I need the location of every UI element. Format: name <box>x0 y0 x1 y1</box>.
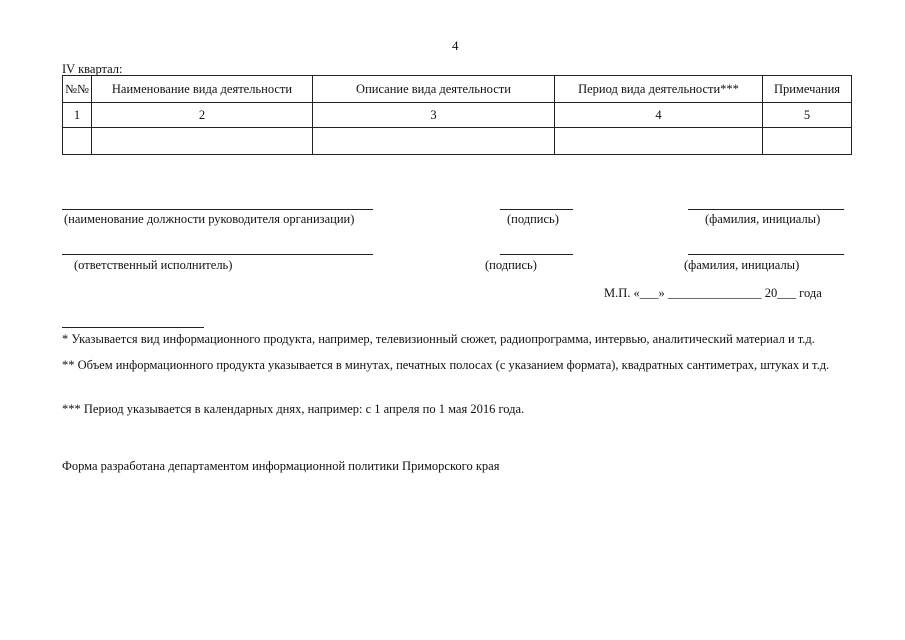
header-number: №№ <box>63 76 92 103</box>
executor-signature-line <box>62 254 373 255</box>
footnote-separator <box>62 327 204 328</box>
table-cell <box>763 128 852 155</box>
executor-caption: (ответственный исполнитель) <box>74 258 233 272</box>
name-signature-line <box>688 254 844 255</box>
table-row <box>63 103 852 128</box>
header-notes: Примечания <box>763 76 852 103</box>
column-number-5: 5 <box>763 103 852 128</box>
table-cell <box>92 128 313 155</box>
position-signature-line <box>62 209 373 210</box>
position-caption: (наименование должности руководителя организации) <box>64 212 355 226</box>
name-signature-line <box>688 209 844 210</box>
header-activity-description: Описание вида деятельности <box>313 76 555 103</box>
table-cell <box>63 128 92 155</box>
signature-caption: (подпись) <box>485 258 537 272</box>
footnote-1: * Указывается вид информационного продукта, например, телевизионный сюжет, радиопрограмма, интервью, аналитический материал и т.д. <box>62 332 815 346</box>
table-header-row <box>63 76 852 103</box>
activity-table <box>62 75 852 155</box>
column-number-1: 1 <box>63 103 92 128</box>
form-credit: Форма разработана департаментом информационной политики Приморского края <box>62 459 500 473</box>
column-number-4: 4 <box>555 103 763 128</box>
header-activity-name: Наименование вида деятельности <box>92 76 313 103</box>
signature-caption: (подпись) <box>507 212 559 226</box>
name-caption: (фамилия, инициалы) <box>705 212 821 226</box>
page-number: 4 <box>452 38 459 53</box>
footnote-2: ** Объем информационного продукта указывается в минутах, печатных полосах (с указанием формата), квадратных сантиметрах, штуках и т.д. <box>62 358 830 372</box>
quarter-label: IV квартал: <box>62 62 123 76</box>
name-caption: (фамилия, инициалы) <box>684 258 800 272</box>
table-cell <box>313 128 555 155</box>
table-row <box>63 128 852 155</box>
header-activity-period: Период вида деятельности*** <box>555 76 763 103</box>
column-number-3: 3 <box>313 103 555 128</box>
footnote-3: *** Период указывается в календарных днях, например: с 1 апреля по 1 мая 2016 года. <box>62 402 525 416</box>
signature-line <box>500 254 573 255</box>
table-cell <box>555 128 763 155</box>
column-number-2: 2 <box>92 103 313 128</box>
signature-line <box>500 209 573 210</box>
stamp-date-line: М.П. «___» _______________ 20___ года <box>604 286 822 300</box>
